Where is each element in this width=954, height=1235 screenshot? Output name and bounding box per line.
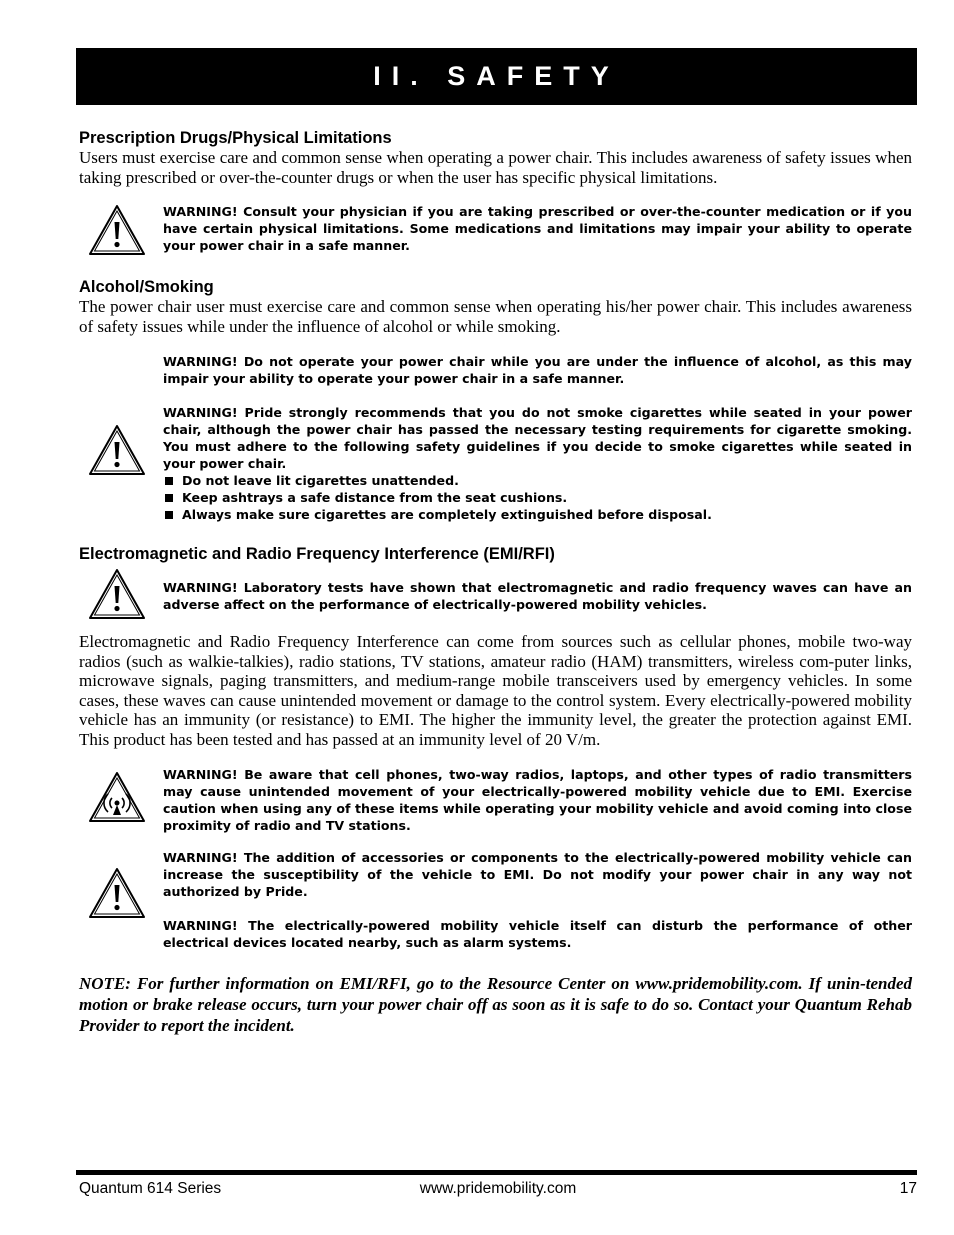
note-emi-rfi: NOTE: For further information on EMI/RFI, go to the Resource Center on www.pridemobility.com. If unin-tended motion or brake release occurs, turn your power chair off as soon as it is safe to do so. Contact your Quantum Rehab Provider to report the incident.	[79, 974, 912, 1035]
footer-rule	[76, 1170, 917, 1175]
smoking-guidelines-list	[163, 472, 912, 523]
section-title: II. SAFETY	[373, 61, 620, 91]
page-number: 17	[899, 1180, 917, 1197]
warning-block-lab-tests	[79, 579, 912, 613]
radio-wave-warning-icon	[87, 770, 147, 824]
heading-prescription-drugs: Prescription Drugs/Physical Limitations	[79, 129, 392, 147]
warning-block-accessories	[79, 849, 912, 951]
list-item: Keep ashtrays a safe distance from the seat cushions.	[163, 489, 912, 506]
footer-website: www.pridemobility.com	[419, 1180, 577, 1197]
paragraph-alcohol-smoking: The power chair user must exercise care and common sense when operating his/her power chair. This includes awareness of safety issues while under the influence of alcohol or while smoking.	[79, 297, 912, 336]
warning-block-alcohol-smoking	[79, 353, 912, 523]
warning-triangle-icon	[87, 203, 147, 257]
warning-radio-transmitters: WARNING! Be aware that cell phones, two-way radios, laptops, and other types of radio transmitters may cause unintended movement of your electrically-powered mobility vehicle due to EMI. Exercise caution when using any of these items while operating your mobility vehicle and avoid coming into close proximity of radio and TV stations.	[163, 767, 912, 833]
paragraph-emi-rfi: Electromagnetic and Radio Frequency Interference can come from sources such as cellular phones, mobile two-way radios (such as walkie-talkies), radio stations, TV stations, amateur radio (HAM) transmitters, wireless com-puter links, microwave signals, paging transmitters, and medium-range mobile transceivers used by emergency vehicles. In some cases, these waves can cause unintended movement or damage to the control system. Every electrically-powered mobility vehicle has an immunity (or resistance) to EMI. The higher the immunity level, the greater the protection against EMI. This product has been tested and has passed at an immunity level of 20 V/m.	[79, 632, 912, 749]
footer-product-name: Quantum 614 Series	[79, 1180, 222, 1197]
paragraph-prescription-drugs: Users must exercise care and common sense when operating a power chair. This includes awareness of safety issues when taking prescribed or over-the-counter drugs or when the user has specific physical limitations.	[79, 148, 912, 187]
warning-block-medication	[79, 203, 912, 254]
section-title-bar	[76, 48, 917, 105]
list-item: Do not leave lit cigarettes unattended.	[163, 472, 912, 489]
heading-emi-rfi: Electromagnetic and Radio Frequency Interference (EMI/RFI)	[79, 545, 555, 563]
warning-disturb-devices: WARNING! The electrically-powered mobility vehicle itself can disturb the performance of other electrical devices located nearby, such as alarm systems.	[163, 918, 912, 950]
page-content	[79, 128, 912, 1036]
warning-triangle-icon	[87, 423, 147, 477]
warning-accessories: WARNING! The addition of accessories or components to the electrically-powered mobility vehicle can increase the susceptibility of the vehicle to EMI. Do not modify your power chair in any way not authorized by Pride.	[163, 850, 912, 899]
warning-lab-tests: WARNING! Laboratory tests have shown that electromagnetic and radio frequency waves can have an adverse affect on the performance of electrically-powered mobility vehicles.	[163, 580, 912, 612]
heading-alcohol-smoking: Alcohol/Smoking	[79, 278, 214, 296]
warning-alcohol: WARNING! Do not operate your power chair while you are under the influence of alcohol, as this may impair your ability to operate your power chair in a safe manner.	[163, 354, 912, 386]
warning-medication: WARNING! Consult your physician if you are taking prescribed or over-the-counter medication or if you have certain physical limitations. Some medications and limitations may impair your ability to operate your power chair in a safe manner.	[163, 204, 912, 253]
warning-block-radio-transmitters	[79, 766, 912, 834]
warning-smoking: WARNING! Pride strongly recommends that you do not smoke cigarettes while seated in your power chair, although the power chair has passed the necessary testing requirements for cigarette smoking. You must adhere to the following safety guidelines if you decide to smoke cigarettes while seated in your power chair.	[163, 405, 912, 471]
warning-triangle-icon	[87, 866, 147, 920]
list-item: Always make sure cigarettes are completely extinguished before disposal.	[163, 506, 912, 523]
warning-triangle-icon	[87, 567, 147, 621]
page-footer	[79, 1180, 917, 1202]
